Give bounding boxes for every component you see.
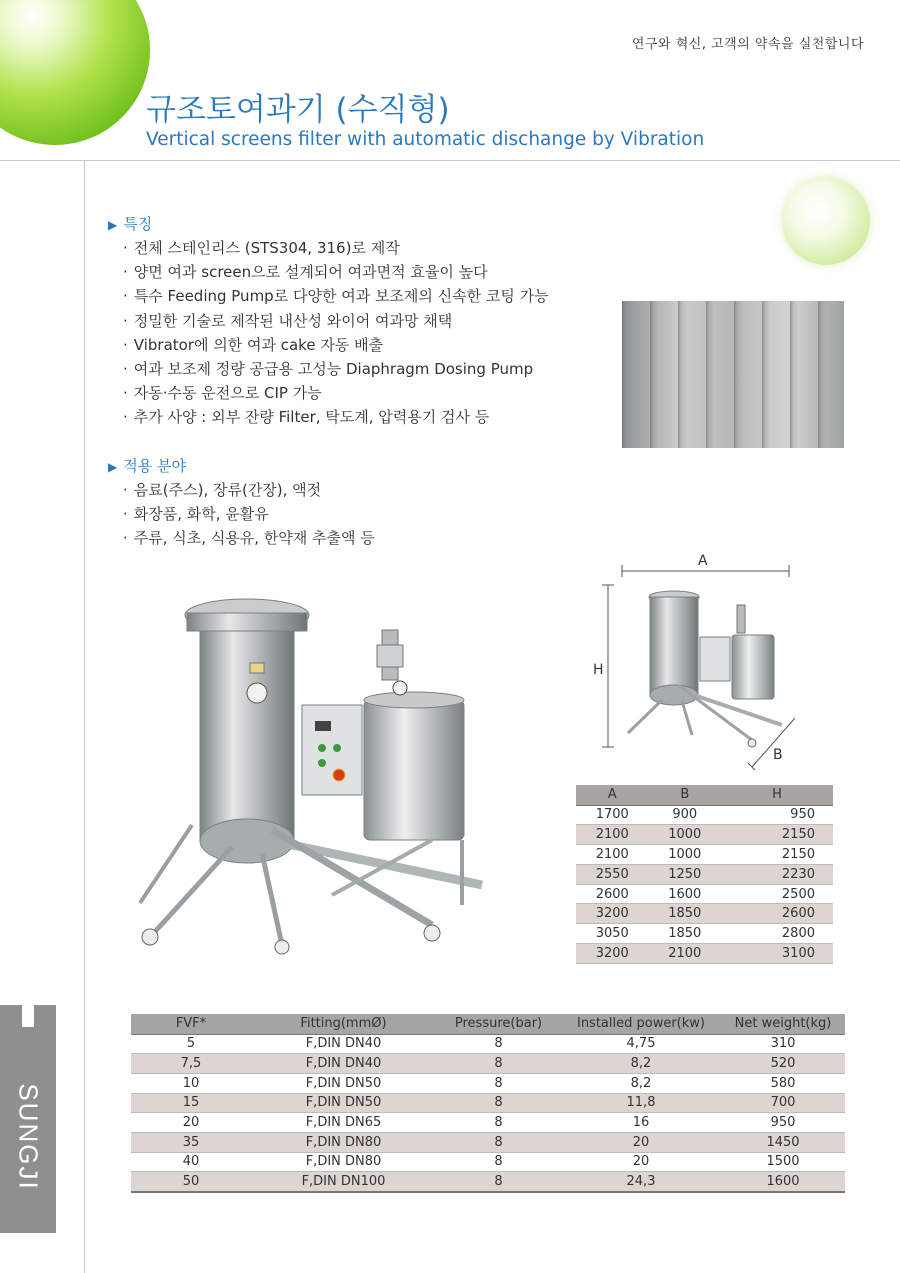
list-item: · 추가 사양 : 외부 잔량 Filter, 탁도계, 압력용기 검사 등 [123,405,549,429]
table-cell: 8 [436,1034,561,1054]
table-cell: F,DIN DN65 [251,1113,436,1133]
table-cell: 2150 [721,845,833,865]
dimension-label-h: H [593,662,604,678]
table-row [131,1172,845,1192]
table-cell: 8 [436,1093,561,1113]
table-cell: 3200 [576,944,649,964]
column-header: B [649,785,722,805]
table-row [131,1054,845,1074]
brand-name: SUNGJI [13,1083,44,1191]
table-cell: 1600 [649,884,722,904]
list-item: · 양면 여과 screen으로 설계되어 여과면적 효율이 높다 [123,260,549,284]
table-cell: 1500 [721,1152,845,1172]
table-cell: 11,8 [561,1093,721,1113]
table-row [576,944,833,964]
table-cell: 2600 [576,884,649,904]
table-cell: 2800 [721,924,833,944]
table-cell: 1600 [721,1172,845,1192]
table-cell: 1000 [649,825,722,845]
table-cell: F,DIN DN80 [251,1132,436,1152]
page-subtitle: Vertical screens filter with automatic dischange by Vibration [146,129,705,150]
list-item: · 음료(주스), 장류(간장), 액젓 [123,478,375,502]
table-row [131,1093,845,1113]
table-cell: 4,75 [561,1034,721,1054]
table-cell: F,DIN DN50 [251,1093,436,1113]
table-cell: 8 [436,1113,561,1133]
table-cell: 40 [131,1152,251,1172]
table-cell: F,DIN DN80 [251,1152,436,1172]
table-row [131,1132,845,1152]
side-brand-tab [0,1005,56,1233]
table-row [576,884,833,904]
table-row [131,1073,845,1093]
features-heading: ▶ 특징 [108,215,153,233]
column-header: A [576,785,649,805]
table-cell: 950 [721,1113,845,1133]
table-cell: 7,5 [131,1054,251,1074]
tagline: 연구와 혁신, 고객의 약속을 실천합니다 [631,37,864,52]
table-row [576,805,833,825]
table-cell: 16 [561,1113,721,1133]
list-item: · 여과 보조제 정량 공급용 고성능 Diaphragm Dosing Pump [123,357,549,381]
table-cell: 2150 [721,825,833,845]
list-item: · 주류, 식초, 식용유, 한약재 추출액 등 [123,526,375,550]
table-cell: 2230 [721,864,833,884]
table-cell: F,DIN DN40 [251,1054,436,1074]
table-cell: 8,2 [561,1073,721,1093]
list-item: · 정밀한 기술로 제작된 내산성 와이어 여과망 채택 [123,309,549,333]
header-divider [0,160,900,161]
table-row [576,904,833,924]
dimension-label-a: A [698,553,708,569]
table-cell: 8 [436,1152,561,1172]
left-margin-line [84,160,85,1273]
table-cell: 900 [649,805,722,825]
page-title: 규조토여과기 (수직형) [146,92,450,128]
table-cell: F,DIN DN50 [251,1073,436,1093]
table-cell: 1850 [649,924,722,944]
applications-list [123,478,375,551]
table-cell: 8 [436,1054,561,1074]
table-row [131,1034,845,1054]
column-header: Pressure(bar) [436,1014,561,1034]
triangle-bullet-icon: ▶ [108,218,118,232]
table-header-row [131,1014,845,1034]
table-row [131,1152,845,1172]
table-cell: 15 [131,1093,251,1113]
table-cell: 580 [721,1073,845,1093]
table-row [576,825,833,845]
column-header: FVF* [131,1014,251,1034]
table-row [131,1113,845,1133]
list-item: · 전체 스테인리스 (STS304, 316)로 제작 [123,236,549,260]
table-cell: 3100 [721,944,833,964]
table-cell: 2100 [576,825,649,845]
specifications-table [131,1014,845,1193]
table-row [576,845,833,865]
table-cell: 310 [721,1034,845,1054]
table-cell: 35 [131,1132,251,1152]
table-cell: 8,2 [561,1054,721,1074]
column-header: Installed power(kw) [561,1014,721,1034]
table-cell: 700 [721,1093,845,1113]
table-cell: 8 [436,1172,561,1192]
table-cell: 520 [721,1054,845,1074]
table-cell: 20 [131,1113,251,1133]
dimensions-table [576,785,833,964]
table-cell: 2100 [649,944,722,964]
table-cell: 1850 [649,904,722,924]
list-item: · 자동·수동 운전으로 CIP 가능 [123,381,549,405]
table-cell: 2500 [721,884,833,904]
dimension-diagram [592,555,832,770]
table-cell: 3200 [576,904,649,924]
table-header-row [576,785,833,805]
table-cell: 8 [436,1132,561,1152]
decorative-small-orb [782,177,870,265]
triangle-bullet-icon: ▶ [108,460,118,474]
column-header: Net weight(kg) [721,1014,845,1034]
filter-screen-photo [622,301,844,448]
table-cell: F,DIN DN100 [251,1172,436,1192]
table-cell: 10 [131,1073,251,1093]
table-cell: 5 [131,1034,251,1054]
table-cell: F,DIN DN40 [251,1034,436,1054]
table-cell: 1700 [576,805,649,825]
table-cell: 1250 [649,864,722,884]
decorative-green-orb [0,0,150,145]
table-cell: 1450 [721,1132,845,1152]
table-row [576,924,833,944]
table-cell: 2100 [576,845,649,865]
table-cell: 2550 [576,864,649,884]
table-cell: 24,3 [561,1172,721,1192]
applications-heading: ▶ 적용 분야 [108,457,186,475]
tab-notch [22,1005,34,1027]
column-header: H [721,785,833,805]
table-cell: 2600 [721,904,833,924]
dimension-label-b: B [773,747,783,763]
table-cell: 20 [561,1152,721,1172]
column-header: Fitting(mmØ) [251,1014,436,1034]
table-cell: 50 [131,1172,251,1192]
table-cell: 20 [561,1132,721,1152]
table-row [576,864,833,884]
filter-machine-photo [132,585,502,965]
table-cell: 3050 [576,924,649,944]
table-cell: 8 [436,1073,561,1093]
features-list [123,236,549,430]
table-cell: 1000 [649,845,722,865]
list-item: · 특수 Feeding Pump로 다양한 여과 보조제의 신속한 코팅 가능 [123,284,549,308]
table-cell: 950 [721,805,833,825]
list-item: · Vibrator에 의한 여과 cake 자동 배출 [123,333,549,357]
list-item: · 화장품, 화학, 윤활유 [123,502,375,526]
